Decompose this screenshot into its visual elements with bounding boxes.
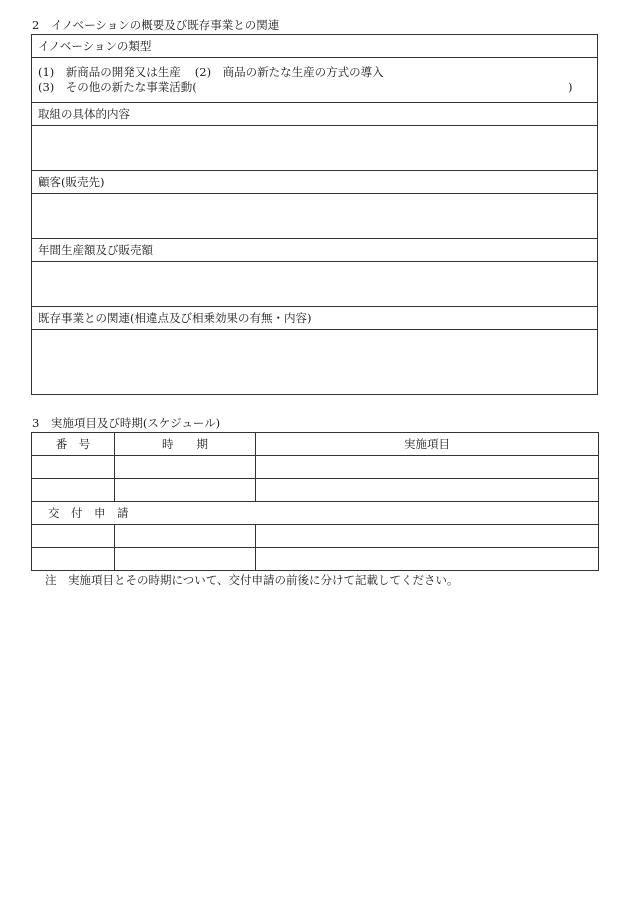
field-label-annual-sales [32,238,597,261]
table-row [32,525,599,548]
cell-item[interactable] [256,456,599,479]
subsection-row-grant-application [32,502,599,525]
schedule-header-row [32,433,599,456]
col-header-period: 時 期 [115,433,256,456]
cell-item[interactable] [256,479,599,502]
col-header-item: 実施項目 [256,433,599,456]
field-label-customer [32,170,597,193]
schedule-note: 注 実施項目とその時期について、交付申請の前後に分けて記載してください。 [45,573,459,587]
cell-period[interactable] [115,456,256,479]
cell-number[interactable] [32,456,115,479]
grant-application-label: 交 付 申 請 [32,502,599,525]
option-other-close-paren: ) [568,80,573,94]
cell-period[interactable] [115,525,256,548]
cell-number[interactable] [32,548,115,571]
innovation-type-label [32,35,597,57]
innovation-type-options [32,57,597,102]
cell-number[interactable] [32,479,115,502]
option-new-product[interactable]: (1) 新商品の開発又は生産 [38,65,181,79]
customer-label: 顧客(販売先) [38,175,105,189]
innovation-type-label-text: イノベーションの類型 [38,39,152,53]
innovation-type-line-1 [38,65,597,80]
field-input-customer[interactable] [32,193,597,238]
field-input-concrete-content[interactable] [32,125,597,170]
section-2-heading: 2 イノベーションの概要及び既存事業との関連 [32,18,280,32]
cell-number[interactable] [32,525,115,548]
field-input-annual-sales[interactable] [32,261,597,306]
table-row [32,548,599,571]
table-row [32,456,599,479]
table-row [32,479,599,502]
field-label-concrete-content [32,102,597,125]
field-input-existing-relation[interactable] [32,329,597,394]
schedule-table [31,432,599,571]
section-3-heading: 3 実施項目及び時期(スケジュール) [32,416,221,430]
col-header-number: 番 号 [32,433,115,456]
option-new-production-method[interactable]: (2) 商品の新たな生産の方式の導入 [194,65,384,79]
cell-item[interactable] [256,525,599,548]
option-other-activity[interactable]: (3) その他の新たな事業活動( [38,80,197,94]
concrete-content-label: 取組の具体的内容 [38,107,130,121]
field-label-existing-relation [32,306,597,329]
innovation-type-line-2 [38,80,597,95]
cell-period[interactable] [115,479,256,502]
cell-item[interactable] [256,548,599,571]
existing-relation-label: 既存事業との関連(相違点及び相乗効果の有無・内容) [38,311,312,325]
cell-period[interactable] [115,548,256,571]
innovation-overview-box [31,34,598,395]
annual-sales-label: 年間生産額及び販売額 [38,243,153,257]
